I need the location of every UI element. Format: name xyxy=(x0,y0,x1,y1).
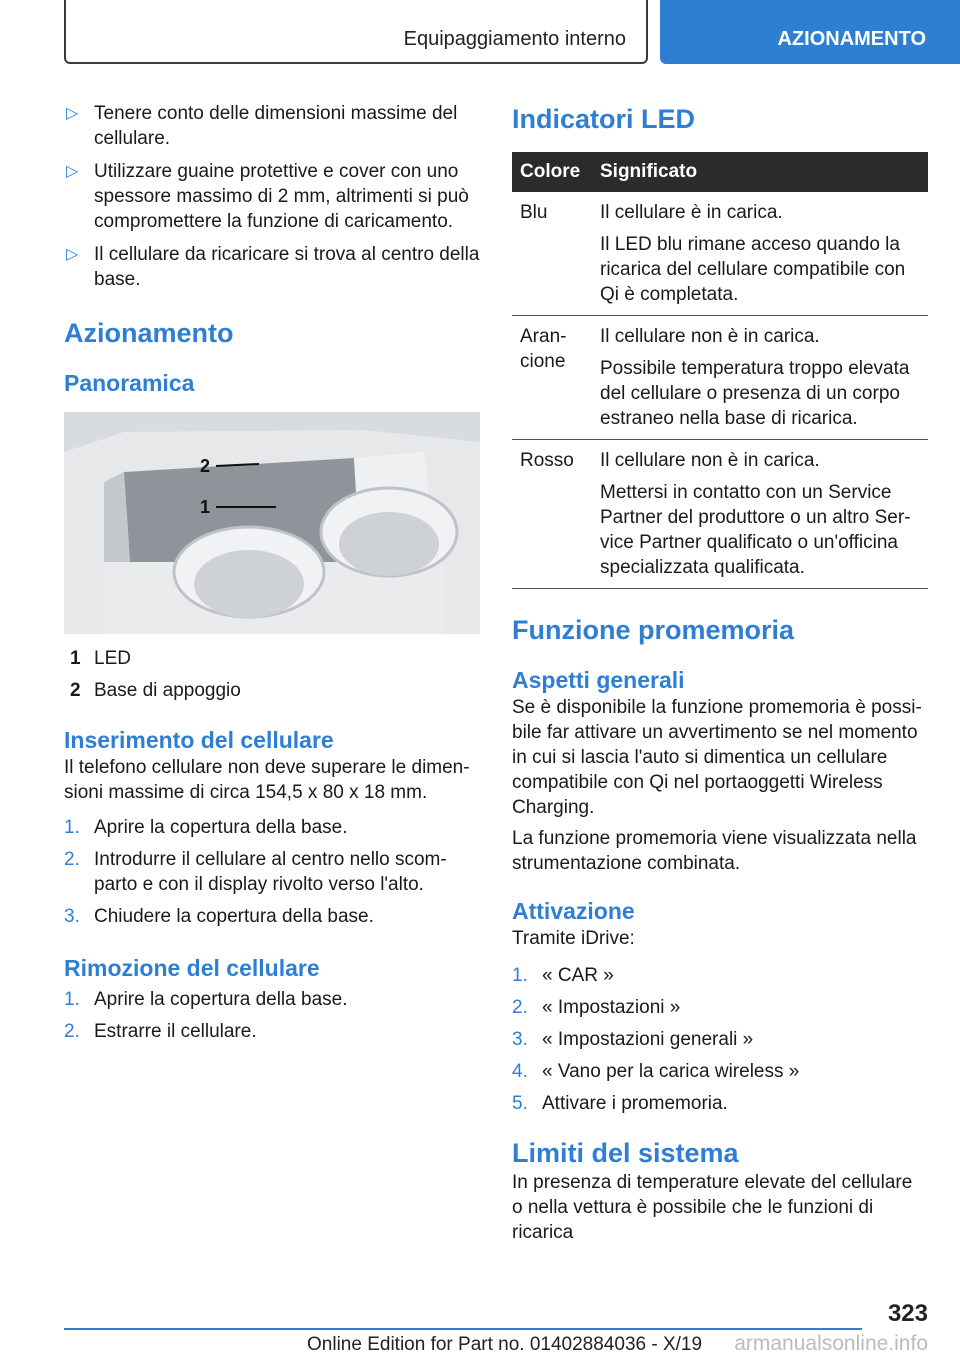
bullet-item: ▷ Il cellulare da ricaricare si trova al centro della base. xyxy=(66,244,480,290)
footer-edition: Online Edition for Part no. 01402884036 - X/19 xyxy=(307,1334,703,1355)
charging-tray-illustration xyxy=(64,412,480,634)
general-paragraph-1: Se è disponibile la funzione promemoria è possibile far attivare un avvertimento se nel momento in cui si lascia l'auto si dimentica un cellulare compatibile con Qi nel portaoggetti Wireless Charging. xyxy=(512,697,922,818)
heading-insert-phone: Inserimento del cellulare xyxy=(64,727,334,753)
header-section-box xyxy=(64,0,648,64)
step-item: 2. Introdurre il cellulare al centro nello scomparto e con il display rivolto verso l'alto. xyxy=(64,849,447,895)
activation-intro: Tramite iDrive: xyxy=(512,928,635,949)
step-item: 2. « Impostazioni » xyxy=(512,997,681,1018)
watermark: armanualsonline.info xyxy=(734,1332,928,1355)
step-item: 1. Aprire la copertura della base. xyxy=(64,817,348,838)
led-color: Blu xyxy=(512,192,592,316)
insert-steps xyxy=(64,815,480,929)
table-row xyxy=(512,316,928,440)
step-item: 5. Attivare i promemoria. xyxy=(512,1093,728,1114)
step-item: 3. « Impostazioni generali » xyxy=(512,1029,754,1050)
right-column xyxy=(512,96,928,1245)
heading-remove-phone: Rimozione del cellulare xyxy=(64,955,320,981)
heading-operation: Azionamento xyxy=(64,318,234,348)
heading-system-limits: Limiti del sistema xyxy=(512,1138,739,1168)
step-item: 1. « CAR » xyxy=(512,965,614,986)
table-row xyxy=(512,192,928,316)
page-number: 323 xyxy=(887,1300,928,1327)
charging-tray-photo xyxy=(64,412,480,634)
led-color: Arancione xyxy=(512,316,592,440)
callout-2: 2 xyxy=(200,456,211,476)
header-section-title: Equipaggiamento interno xyxy=(403,28,626,50)
led-status: Il cellulare è in carica. xyxy=(600,202,783,223)
limits-paragraph: In presenza di temperature elevate del cellulare o nella vettura è possibile che le funzioni di ricarica xyxy=(512,1172,913,1243)
triangle-bullet-icon: ▷ xyxy=(66,163,79,180)
header-chapter-title: AZIONAMENTO xyxy=(777,28,926,50)
remove-steps xyxy=(64,987,480,1044)
heading-activation: Attivazione xyxy=(512,898,635,924)
bullet-item: ▷ Utilizzare guaine protettive e cover con uno spessore massimo di 2 mm, altrimenti si può compromettere la funzione di caricamento. xyxy=(66,161,469,232)
led-detail: Il LED blu rimane acceso quando la ricarica del cellulare compatibile con Qi è completata. xyxy=(600,234,906,305)
heading-led-indicators: Indicatori LED xyxy=(512,104,696,134)
step-item: 3. Chiudere la copertura della base. xyxy=(64,906,374,927)
activation-steps xyxy=(512,963,928,1116)
step-item: 2. Estrarre il cellulare. xyxy=(64,1021,257,1042)
led-detail: Possibile temperatura troppo elevata del cellulare o presenza di un corpo estraneo nella base di ricarica. xyxy=(600,358,910,429)
led-color: Rosso xyxy=(512,440,592,589)
step-item: 4. « Vano per la carica wireless » xyxy=(512,1061,800,1082)
led-detail: Mettersi in contatto con un Service Partner del produttore o un altro Service Partner qualificato o un'officina specializzata qualificata. xyxy=(600,482,911,578)
led-status: Il cellulare non è in carica. xyxy=(600,326,820,347)
heading-reminder-function: Funzione promemoria xyxy=(512,615,795,645)
heading-overview: Panoramica xyxy=(64,370,195,396)
table-row xyxy=(512,440,928,589)
legend-item: 1 LED xyxy=(70,648,131,669)
table-header-meaning: Significato xyxy=(592,152,928,192)
triangle-bullet-icon: ▷ xyxy=(66,246,79,263)
led-status: Il cellulare non è in carica. xyxy=(600,450,820,471)
led-table xyxy=(512,152,928,589)
header-chapter-tab xyxy=(660,0,960,64)
table-header-color: Colore xyxy=(512,152,592,192)
photo-legend xyxy=(64,646,480,703)
general-paragraph-2: La funzione promemoria viene visualizzata nella strumentazione combinata. xyxy=(512,828,917,874)
step-item: 1. Aprire la copertura della base. xyxy=(64,989,348,1010)
footer-rule xyxy=(64,1328,862,1330)
left-column xyxy=(64,96,480,1044)
triangle-bullet-icon: ▷ xyxy=(66,105,79,122)
heading-general: Aspetti generali xyxy=(512,667,685,693)
legend-item: 2 Base di appoggio xyxy=(70,680,241,701)
bullet-item: ▷ Tenere conto delle dimensioni massime del cellulare. xyxy=(66,103,458,149)
insert-description: Il telefono cellulare non deve superare le dimensioni massime di circa 154,5 x 80 x 18 mm. xyxy=(64,757,470,803)
callout-1: 1 xyxy=(200,497,211,517)
